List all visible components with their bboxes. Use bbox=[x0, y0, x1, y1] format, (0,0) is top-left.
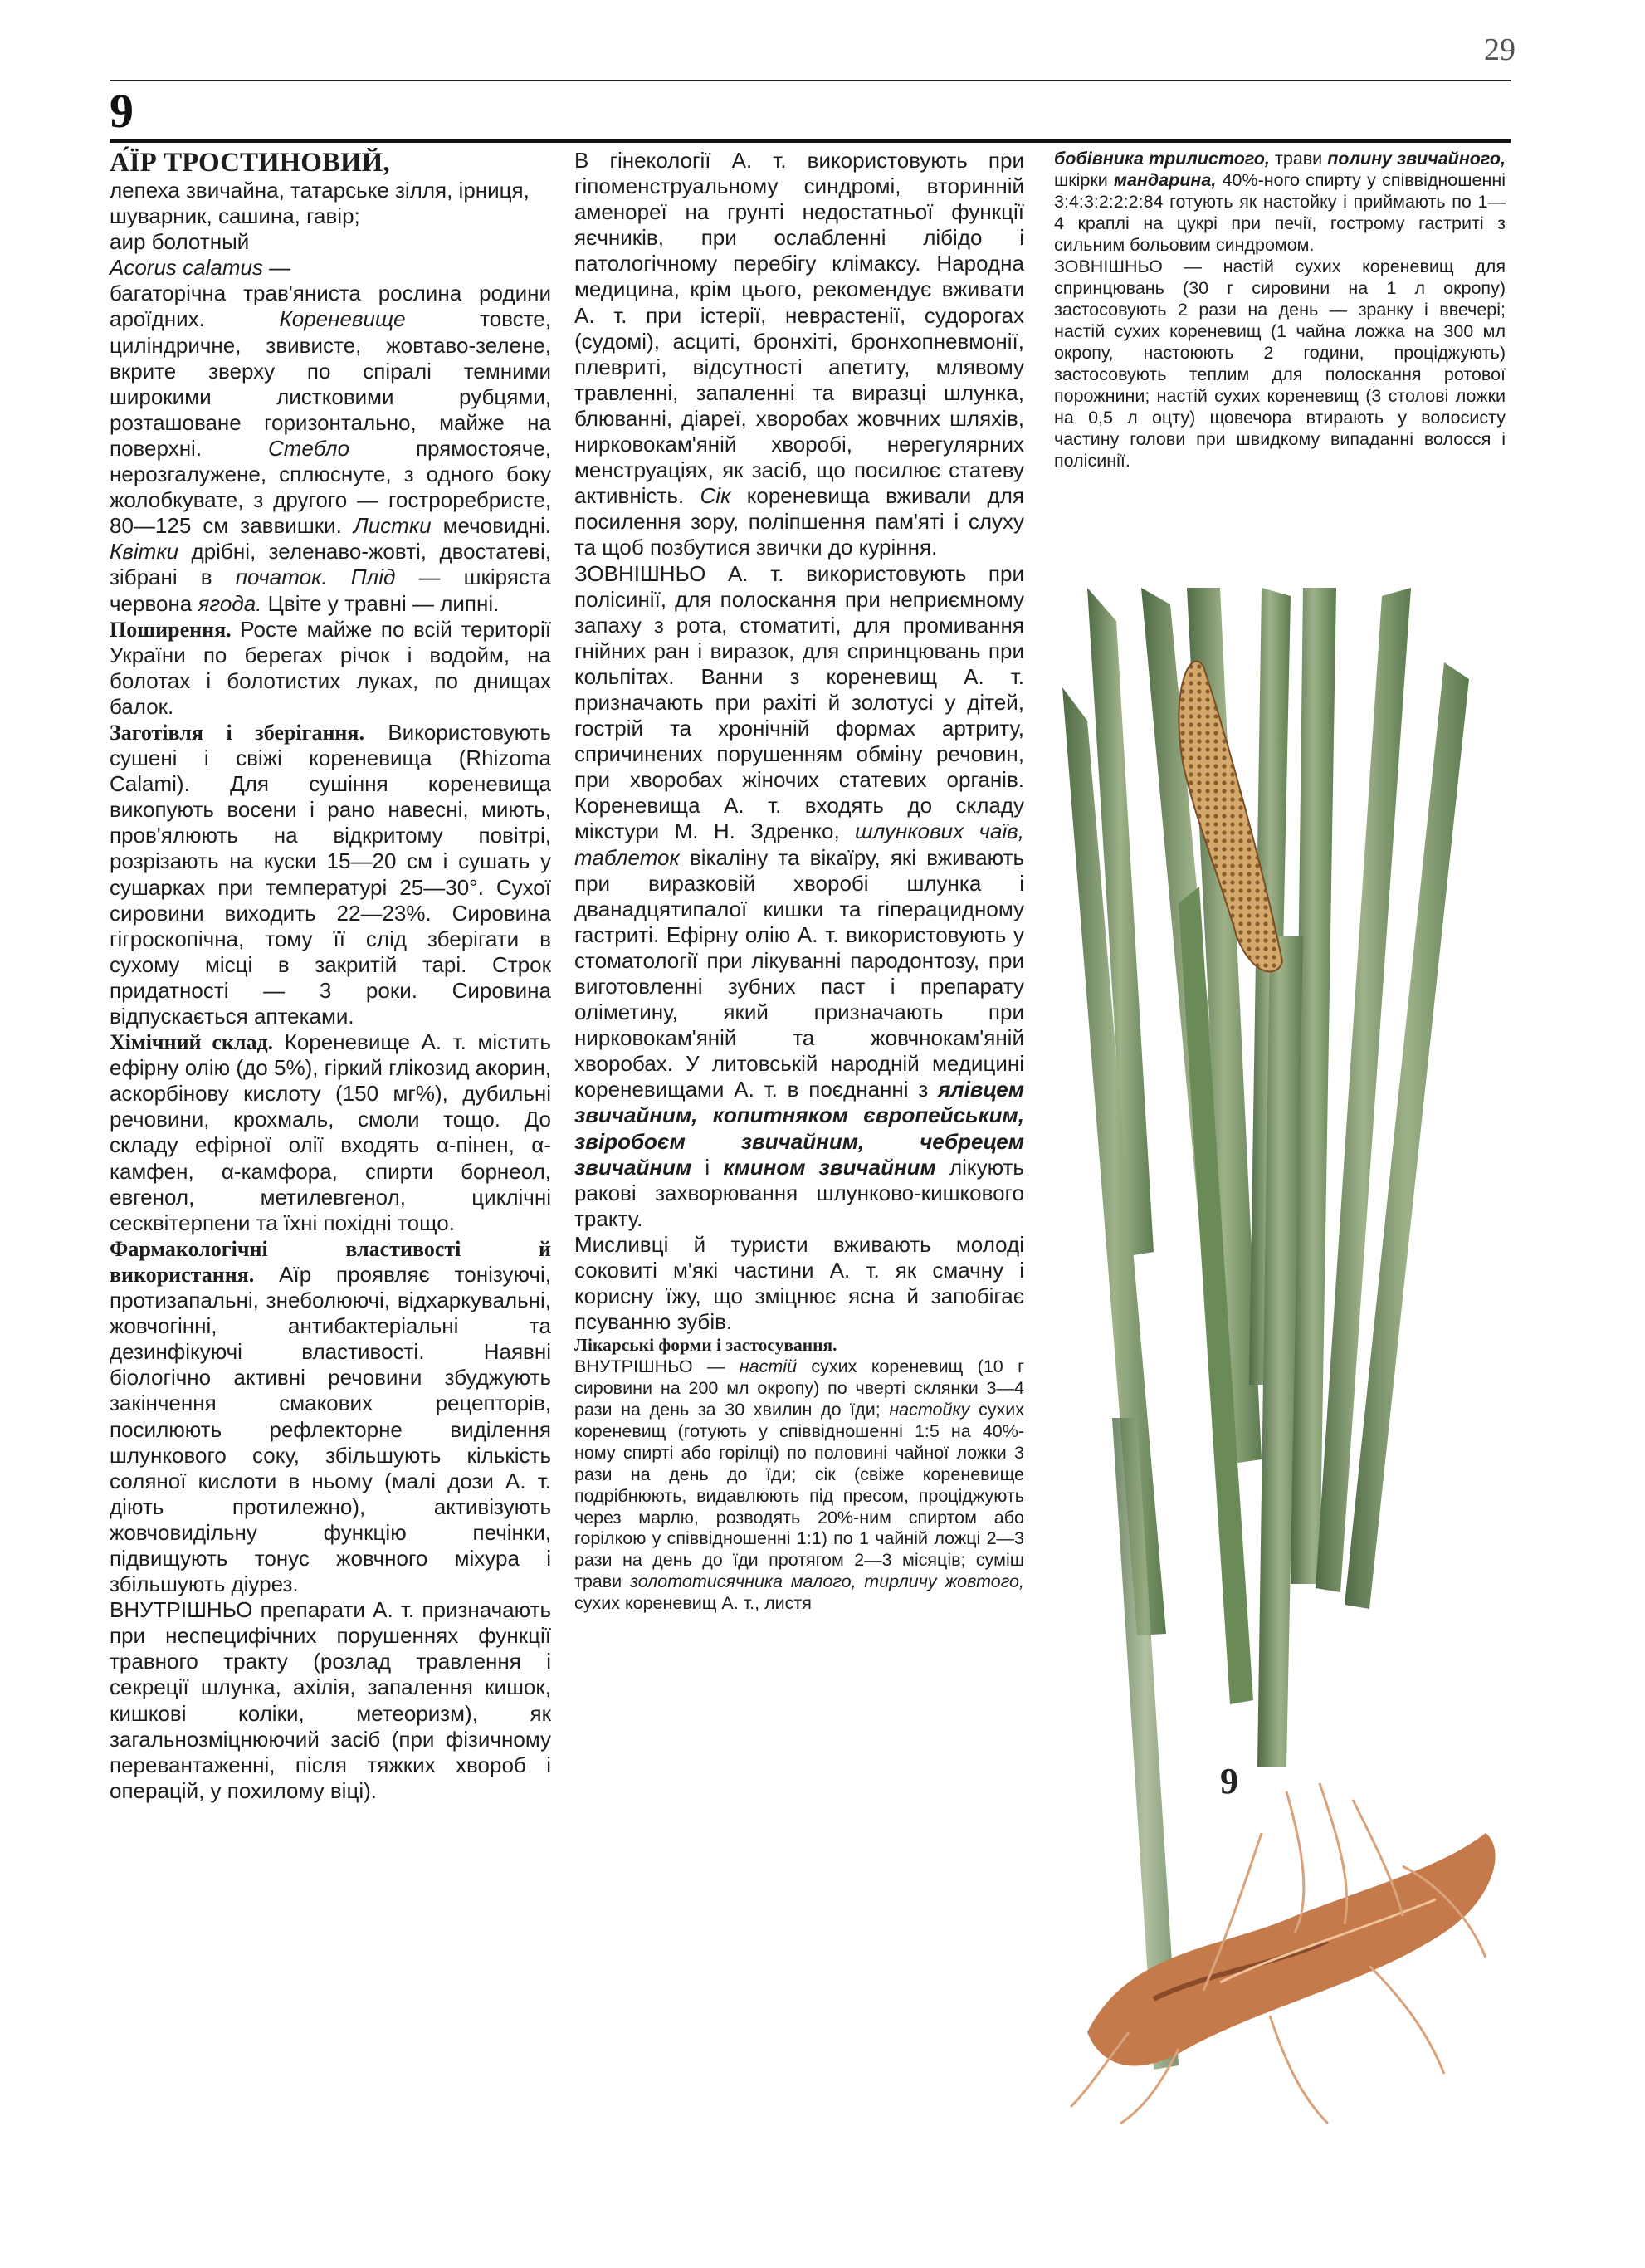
section-chemistry: Хімічний склад. Кореневище А. т. містить ефірну олію (до 5%), гіркий глікозид акорин, аскорбінову кислоту (150 мг%), дубильні речовини, крохмаль, смоли тощо. До складу ефірної олії входять α-пінен, α-камфен, α-камфора, спирти борнеол, евгенол, метилевгенол, циклічні сесквітерпени та їхні похідні тощо. bbox=[110, 1029, 551, 1235]
page-number: 29 bbox=[1484, 32, 1516, 67]
external-recipes: ЗОВНІШНЬО — настій сухих кореневищ для спринцювань (30 г сировини на 1 л окропу) застосовують 2 рази на день — зранку і ввечері; настій сухих кореневищ (1 чайна ложка на 300 мл окропу, настоюють 2 години, проціджують) застосовують теплим для полоскання ротової порожнини; настій сухих кореневищ (3 столові ложки на 0,5 л оцту) щовечора втирають у волосисту частину голови при швидкому випаданні волосся і полісинії. bbox=[1054, 257, 1506, 471]
ukrainian-synonyms: лепеха звичайна, татарське зілля, ірниця, шуварник, сашина, гавір; bbox=[110, 178, 530, 229]
plant-illustration bbox=[1054, 588, 1519, 2132]
medicinal-forms: Лікарські форми і застосування. ВНУТРІШНЬО — настій сухих кореневищ (10 г сировини на 200 мл окропу) по чверті склянки 3—4 рази на день за 30 хвилин до їди; настойку сухих кореневищ (готують у співвідношенні 1:5 на 40%-ному спирті або горілці) по половині чайної ложки 3 рази на день до їди; сік (свіже кореневище подрібнюють, видавлюють під пресом, проціджують через марлю, розводять 20%-ним спиртом або горілкою у співвідношенні 1:1) по 1 чайній ложці 2—3 рази на день до їди протягом 2—3 місяців; суміш трави золототисячника малого, тирличу жовтого, сухих кореневищ А. т., листя bbox=[574, 1335, 1025, 1614]
text-column-1 bbox=[110, 148, 551, 1804]
description: багаторічна трав'яниста рослина родини ароїдних. Кореневище товсте, циліндричне, звивисте, жовтаво-зелене, вкрите зверху по спіралі темними широкими листковими рубцями, розташоване горизонтально, майже на поверхні. Стебло прямостояче, нерозгалужене, сплюснуте, з одного боку жолобкувате, з другого — гостроребристе, 80—125 см заввишки. Листки мечовидні. Квітки дрібні, зеленаво-жовті, двостатеві, зібрані в початок. Плід — шкіряста червона ягода. Цвіте у травні — липні. bbox=[110, 281, 551, 616]
header-rule bbox=[110, 80, 1511, 81]
latin-name: Acorus calamus — bbox=[110, 255, 291, 281]
external-use: ЗОВНІШНЬО А. т. використовують при полісинії, для полоскання при неприємному запаху з рота, стоматиті, для промивання гнійних ран і виразок, для спринцювань при кольпітах. Ванни з кореневищ А. т. призначають при рахіті й золотусі у дітей, гострій та хронічній формах артриту, спричинених порушенням обміну речовин, при хворобах жіночих статевих органів. Кореневища А. т. входять до складу мікстури М. Н. Здренко, шлункових чаїв, таблеток вікаліну та вікаїру, які вживають при виразковій хворобі шлунка і дванадцятипалої кишки та гіперацидному гастриті. Ефірну олію А. т. використовують у стоматології при лікуванні пародонтозу, при виготовленні зубних паст і препарату оліметину, який призначають при нирковокам'яній та жовчнокам'яній хворобах. У литовській народній медицині кореневищами А. т. в поєднанні з ялівцем звичайним, копитняком європейським, звіробоєм звичайним, чебрецем звичайним і кмином звичайним лікують ракові захворювання шлунково-кишкового тракту. bbox=[574, 560, 1024, 1231]
section-pharmacology: Фармакологічні властивості й використання. Аїр проявляє тонізуючі, протизапальні, знеболюючі, відхаркувальні, жовчогінні, антибактеріальні та дезинфікуючі властивості. Наявні біологічно активні речовини збуджують закінчення смакових рецепторів, посилюють рефлекторне виділення шлункового соку, збільшують кількість соляної кислоти в ньому (малі дози А. т. діють протилежно), активізують жовчовидільну функцію печінки, підвищують тонус жовчного міхура і збільшують діурез. bbox=[110, 1236, 551, 1597]
section-spread: Поширення. Росте майже по всій території України по берегах річок і водойм, на болотах і болотистих луках, по днищах балок. bbox=[110, 616, 552, 719]
section-harvest: Заготівля і зберігання. Використовують сушені і свіжі кореневища (Rhizoma Calami). Для сушіння кореневища викопують восени і рано навесні, миють, пров'ялюють на відкритому повітрі, розрізають на куски 15—20 см і сушать у сушарках при температурі 25—30°. Сухої сировини виходить 22—23%. Сировина гігроскопічна, тому її слід зберігати в сухому місці в закритій тарі. Строк придатності — 3 роки. Сировина відпускається аптеками. bbox=[110, 719, 551, 1029]
text-column-3 bbox=[1054, 148, 1506, 472]
plant-title: А́ЇР ТРОСТИНОВИЙ, bbox=[110, 148, 390, 178]
hunters-note: Мисливці й туристи вживають молоді соковиті м'які частини А. т. як смачну і корисну їжу, що зміцнює ясна й запобігає псуванню зубів. bbox=[574, 1231, 1024, 1335]
text-column-2 bbox=[574, 148, 1024, 1615]
mixture-recipe: бобівника трилистого, трави полину звичайного, шкірки мандарина, 40%-ного спирту у співвідношенні 3:4:3:2:2:2:84 готують як настойку і приймають по 1—4 краплі на цукрі при печії, гострому гастриті з сильним больовим синдромом. bbox=[1054, 149, 1506, 255]
gynecology-folk-use: В гінекології А. т. використовують при гіпоменструальному синдромі, вторинній аменореї на грунті недостатньої функції яєчників, при ослабленні лібідо і патологічному перебігу клімаксу. Народна медицина, крім цього, рекомендує вживати А. т. при істерії, неврастенії, судорогах (судомі), асциті, бронхіті, бронхопневмонії, плевриті, відсутності апетиту, млявому травленні, запаленні та виразці шлунка, блюванні, діареї, хворобах жовчних шляхів, нирковокам'яній хворобі, нерегулярних менструаціях, як засіб, що посилює статеву активність. Сік кореневища вживали для посилення зору, поліпшення пам'яті і слуху та щоб позбутися звички до куріння. bbox=[574, 148, 1024, 560]
internal-use: ВНУТРІШНЬО препарати А. т. призначають при неспецифічних порушеннях функції травного тракту (розлад травлення і секреції шлунка, ахілія, запалення кишок, кишкові коліки, метеоризм), як загальнозміцнюючий засіб (при фізичному перевантаженні, після тяжких хвороб і операцій, у похилому віці). bbox=[110, 1597, 551, 1803]
entry-number: 9 bbox=[110, 84, 134, 138]
entry-rule bbox=[110, 139, 1511, 143]
russian-name: аир болотный bbox=[110, 229, 250, 255]
figure-number: 9 bbox=[1220, 1761, 1238, 1801]
